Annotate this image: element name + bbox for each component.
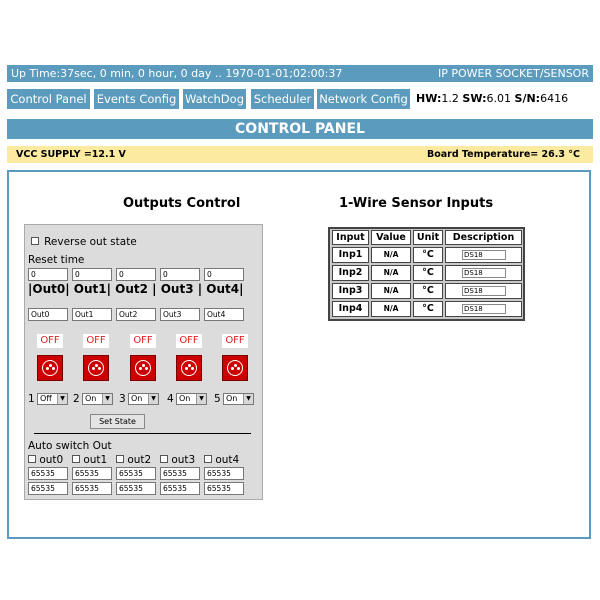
device-name: IP POWER SOCKET/SENSOR	[438, 67, 589, 80]
out-state-label-2: OFF	[130, 334, 156, 348]
select-number-5: 5	[214, 393, 221, 405]
reset-time-input-2[interactable]: 0	[116, 268, 156, 281]
dropdown-arrow-icon: ▼	[243, 394, 253, 404]
sensor-unit-cell: °C	[413, 265, 443, 281]
reset-time-input-3[interactable]: 0	[160, 268, 200, 281]
auto-label: out4	[215, 454, 240, 466]
reverse-checkbox[interactable]	[31, 237, 39, 245]
out-state-select-3[interactable]	[176, 393, 207, 405]
auto-row2-input-0[interactable]: 65535	[28, 482, 68, 495]
select-value: On	[226, 394, 238, 403]
auto-label: out3	[171, 454, 196, 466]
auto-out-3[interactable]	[160, 454, 195, 466]
auto-row2-input-4[interactable]: 65535	[204, 482, 244, 495]
sensor-value-cell: N/A	[371, 265, 411, 281]
auto-label: out2	[127, 454, 152, 466]
out-state-select-1[interactable]	[82, 393, 113, 405]
auto-checkbox[interactable]	[116, 455, 124, 463]
sw-version: 6.01	[486, 92, 512, 105]
nav-scheduler[interactable]: Scheduler	[251, 89, 314, 109]
divider	[34, 433, 251, 434]
sensor-input-cell: Inp4	[332, 301, 369, 317]
socket-icon[interactable]	[222, 355, 248, 381]
auto-out-2[interactable]	[116, 454, 151, 466]
socket-icon[interactable]	[176, 355, 202, 381]
sw-label: SW:	[462, 92, 487, 105]
out-name-input-4[interactable]: Out4	[204, 308, 244, 321]
nav-events-config[interactable]: Events Config	[94, 89, 179, 109]
nav-watchdog[interactable]: WatchDog	[183, 89, 246, 109]
sensor-unit-cell: °C	[413, 247, 443, 263]
auto-row1-input-3[interactable]: 65535	[160, 467, 200, 480]
out-state-label-3: OFF	[176, 334, 202, 348]
auto-row1-input-4[interactable]: 65535	[204, 467, 244, 480]
dropdown-arrow-icon: ▼	[148, 394, 158, 404]
sensor-desc-input[interactable]: DS18	[462, 268, 506, 278]
select-value: On	[131, 394, 143, 403]
reset-time-input-4[interactable]: 0	[204, 268, 244, 281]
select-number-4: 4	[167, 393, 174, 405]
dropdown-arrow-icon: ▼	[102, 394, 112, 404]
out-name-input-3[interactable]: Out3	[160, 308, 200, 321]
reverse-checkbox-row[interactable]	[31, 230, 137, 249]
sensor-input-cell: Inp3	[332, 283, 369, 299]
select-value: Off	[40, 394, 52, 403]
col-header-input: Input	[332, 230, 369, 245]
auto-out-1[interactable]	[72, 454, 107, 466]
select-value: On	[179, 394, 191, 403]
auto-out-4[interactable]	[204, 454, 239, 466]
sensor-input-cell: Inp1	[332, 247, 369, 263]
auto-row1-input-2[interactable]: 65535	[116, 467, 156, 480]
out-state-select-0[interactable]	[37, 393, 68, 405]
auto-row2-input-2[interactable]: 65535	[116, 482, 156, 495]
auto-row2-input-1[interactable]: 65535	[72, 482, 112, 495]
out-state-select-4[interactable]	[223, 393, 254, 405]
col-header-description: Description	[445, 230, 522, 245]
status-bar	[7, 65, 593, 82]
auto-label: out0	[39, 454, 64, 466]
out-state-label-1: OFF	[83, 334, 109, 348]
auto-checkbox[interactable]	[204, 455, 212, 463]
nav-control-panel[interactable]: Control Panel	[7, 89, 90, 109]
outputs-header: |Out0| Out1| Out2 | Out3 | Out4|	[28, 282, 244, 296]
nav-network-config[interactable]: Network Config	[317, 89, 410, 109]
serial-number: 6416	[540, 92, 569, 105]
sensor-unit-cell: °C	[413, 283, 443, 299]
sensor-desc-input[interactable]: DS18	[462, 304, 506, 314]
reset-time-label: Reset time	[28, 254, 85, 266]
sensor-input-cell: Inp2	[332, 265, 369, 281]
select-number-3: 3	[119, 393, 126, 405]
page-title: CONTROL PANEL	[7, 119, 593, 139]
outputs-title: Outputs Control	[123, 196, 241, 211]
socket-icon[interactable]	[37, 355, 63, 381]
sensor-value-cell: N/A	[371, 301, 411, 317]
sensors-title: 1-Wire Sensor Inputs	[339, 196, 494, 211]
select-number-1: 1	[28, 393, 35, 405]
out-state-label-0: OFF	[37, 334, 63, 348]
sensor-unit-cell: °C	[413, 301, 443, 317]
auto-checkbox[interactable]	[160, 455, 168, 463]
hw-label: HW:	[416, 92, 442, 105]
socket-icon[interactable]	[83, 355, 109, 381]
dropdown-arrow-icon: ▼	[57, 394, 67, 404]
sensor-value-cell: N/A	[371, 283, 411, 299]
col-header-unit: Unit	[413, 230, 443, 245]
dropdown-arrow-icon: ▼	[196, 394, 206, 404]
hw-version: 1.2	[441, 92, 459, 105]
supply-info-bar	[7, 146, 593, 163]
sensor-value-cell: N/A	[371, 247, 411, 263]
sn-label: S/N:	[514, 92, 541, 105]
select-value: On	[85, 394, 97, 403]
auto-row1-input-0[interactable]: 65535	[28, 467, 68, 480]
out-name-input-2[interactable]: Out2	[116, 308, 156, 321]
sensor-desc-input[interactable]: DS18	[462, 250, 506, 260]
out-state-select-2[interactable]	[128, 393, 159, 405]
reset-time-input-0[interactable]: 0	[28, 268, 68, 281]
sensor-desc-input[interactable]: DS18	[462, 286, 506, 296]
socket-icon[interactable]	[130, 355, 156, 381]
select-number-2: 2	[73, 393, 80, 405]
auto-label: out1	[83, 454, 108, 466]
uptime-text: Up Time:37sec, 0 min, 0 hour, 0 day .. 1970-01-01;02:00:37	[11, 67, 343, 80]
col-header-value: Value	[371, 230, 411, 245]
auto-row2-input-3[interactable]: 65535	[160, 482, 200, 495]
auto-switch-title: Auto switch Out	[28, 440, 112, 452]
auto-checkbox[interactable]	[72, 455, 80, 463]
reverse-label: Reverse out state	[44, 236, 137, 248]
vcc-supply: VCC SUPPLY =12.1 V	[16, 149, 126, 160]
hardware-info	[416, 92, 568, 105]
auto-out-0[interactable]	[28, 454, 63, 466]
out-state-label-4: OFF	[222, 334, 248, 348]
auto-row1-input-1[interactable]: 65535	[72, 467, 112, 480]
out-name-input-1[interactable]: Out1	[72, 308, 112, 321]
auto-checkbox[interactable]	[28, 455, 36, 463]
reset-time-input-1[interactable]: 0	[72, 268, 112, 281]
board-temperature: Board Temperature= 26.3 °C	[426, 149, 580, 160]
out-name-input-0[interactable]: Out0	[28, 308, 68, 321]
set-state-button[interactable]: Set State	[90, 414, 145, 429]
